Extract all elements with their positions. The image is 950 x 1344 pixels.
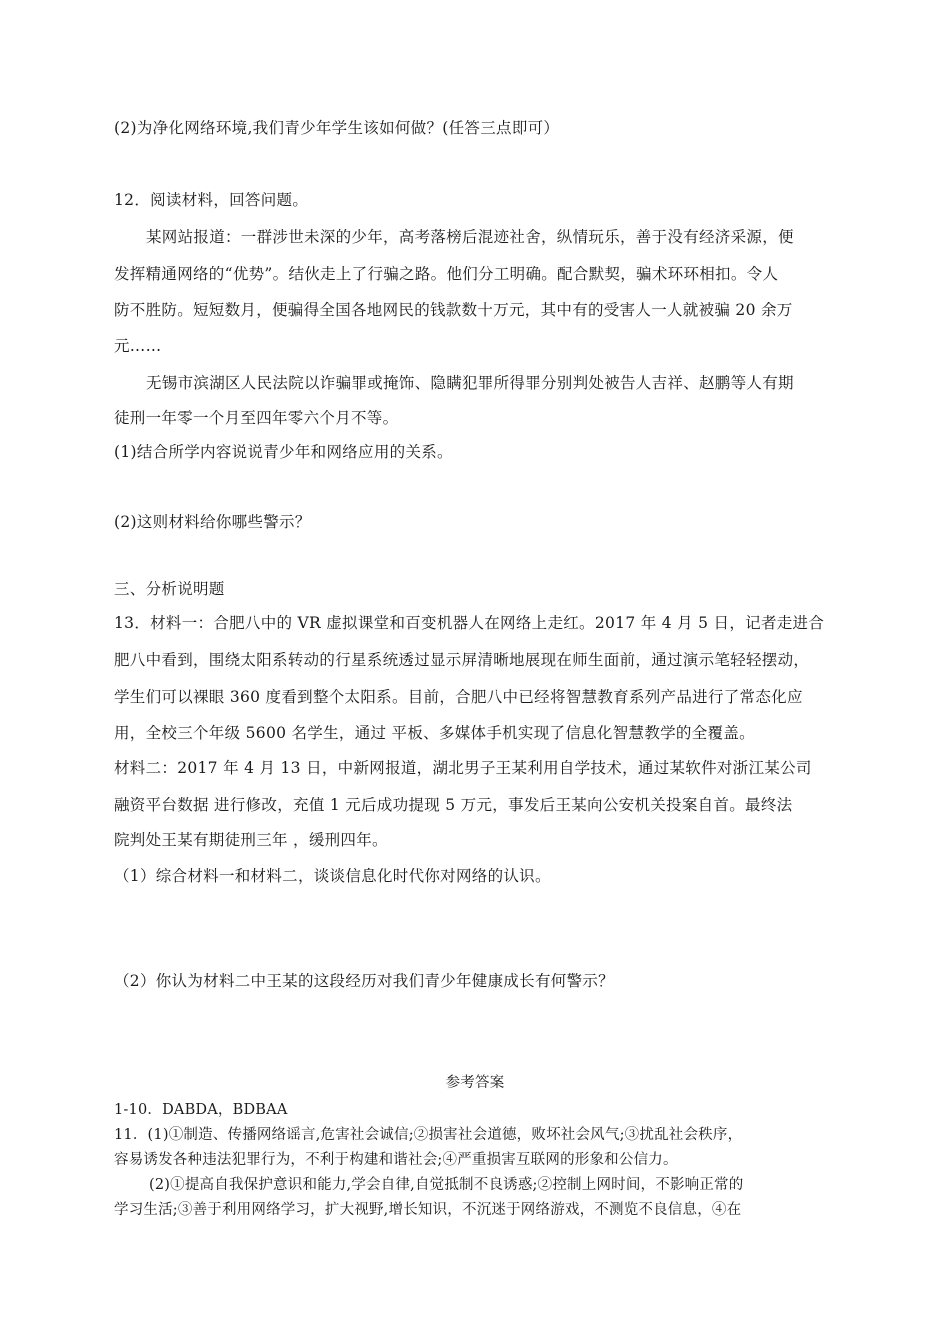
q13-material1-line: 用，全校三个年级 5600 名学生，通过 平板、多媒体手机实现了信息化智慧教学的全覆盖。 bbox=[114, 724, 755, 742]
answer-11-part1-line: 容易诱发各种违法犯罪行为，不利于构建和谐社会;④严重损害互联网的形象和公信力。 bbox=[114, 1152, 678, 1168]
q12-question-2: (2)这则材料给你哪些警示？ bbox=[114, 513, 311, 531]
q12-question-1: (1)结合所学内容说说青少年和网络应用的关系。 bbox=[114, 443, 453, 461]
section-3-title: 三、分析说明题 bbox=[114, 580, 225, 598]
q12-para1-line: 发挥精通网络的“优势”。结伙走上了行骗之路。他们分工明确。配合默契，骗术环环相扣。令人 bbox=[114, 265, 779, 283]
answer-11-part2-line: 学习生活;③善于利用网络学习，扩大视野,增长知识，不沉迷于网络游戏，不测览不良信息，④在 bbox=[114, 1202, 742, 1218]
answers-title: 参考答案 bbox=[445, 1075, 505, 1091]
q13-material1-line: 学生们可以裸眼 360 度看到整个太阳系。目前，合肥八中已经将智慧教育系列产品进行了常态化应 bbox=[114, 688, 803, 706]
q12-para1-line: 元…… bbox=[114, 337, 162, 355]
q12-para2-line: 徒刑一年零一个月至四年零六个月不等。 bbox=[114, 409, 399, 427]
q13-material1-line: 13．材料一：合肥八中的 VR 虚拟课堂和百变机器人在网络上走红。2017 年 4 月 5 日，记者走进合 bbox=[114, 614, 825, 632]
q12-para1-line: 防不胜防。短短数月，便骗得全国各地网民的钱款数十万元，其中有的受害人一人就被骗 20 余万 bbox=[114, 301, 793, 319]
q13-question-2: （2）你认为材料二中王某的这段经历对我们青少年健康成长有何警示？ bbox=[114, 972, 614, 990]
q12-para1-line: 某网站报道：一群涉世未深的少年，高考落榜后混迹社舍，纵情玩乐，善于没有经济采源，便 bbox=[146, 228, 794, 246]
q13-material2-line: 材料二：2017 年 4 月 13 日，中新网报道，湖北男子王某利用自学技术，通过某软件对浙江某公司 bbox=[114, 759, 812, 777]
answer-11-part1-line: 11．(1)①制造、传播网络谣言,危害社会诚信;②损害社会道德，败坏社会风气;③扰乱社会秩序， bbox=[114, 1127, 743, 1143]
q12-para2-line: 无锡市滨湖区人民法院以诈骗罪或掩饰、隐瞒犯罪所得罪分别判处被告人吉祥、赵鹏等人有期 bbox=[146, 374, 794, 392]
q11-part2-question: (2)为净化网络环境,我们青少年学生该如何做？(任答三点即可） bbox=[114, 119, 560, 137]
q13-question-1: （1）综合材料一和材料二，谈谈信息化时代你对网络的认识。 bbox=[114, 867, 551, 885]
answers-multiple-choice: 1-10．DABDA，BDBAA bbox=[114, 1102, 288, 1118]
q13-material1-line: 肥八中看到，围绕太阳系转动的行星系统透过显示屏清晰地展现在师生面前，通过演示笔轻轻摆动， bbox=[114, 651, 810, 669]
q12-heading: 12．阅读材料，回答问题。 bbox=[114, 191, 309, 209]
answer-11-part2-line: (2)①提高自我保护意识和能力,学会自律,自觉抵制不良诱惑;②控制上网时间，不影响正常的 bbox=[149, 1177, 744, 1193]
q13-material2-line: 院判处王某有期徒刑三年 ，缓刑四年。 bbox=[114, 831, 388, 849]
q13-material2-line: 融资平台数据 进行修改，充值 1 元后成功提现 5 万元，事发后王某向公安机关投案自首。最终法 bbox=[114, 796, 793, 814]
